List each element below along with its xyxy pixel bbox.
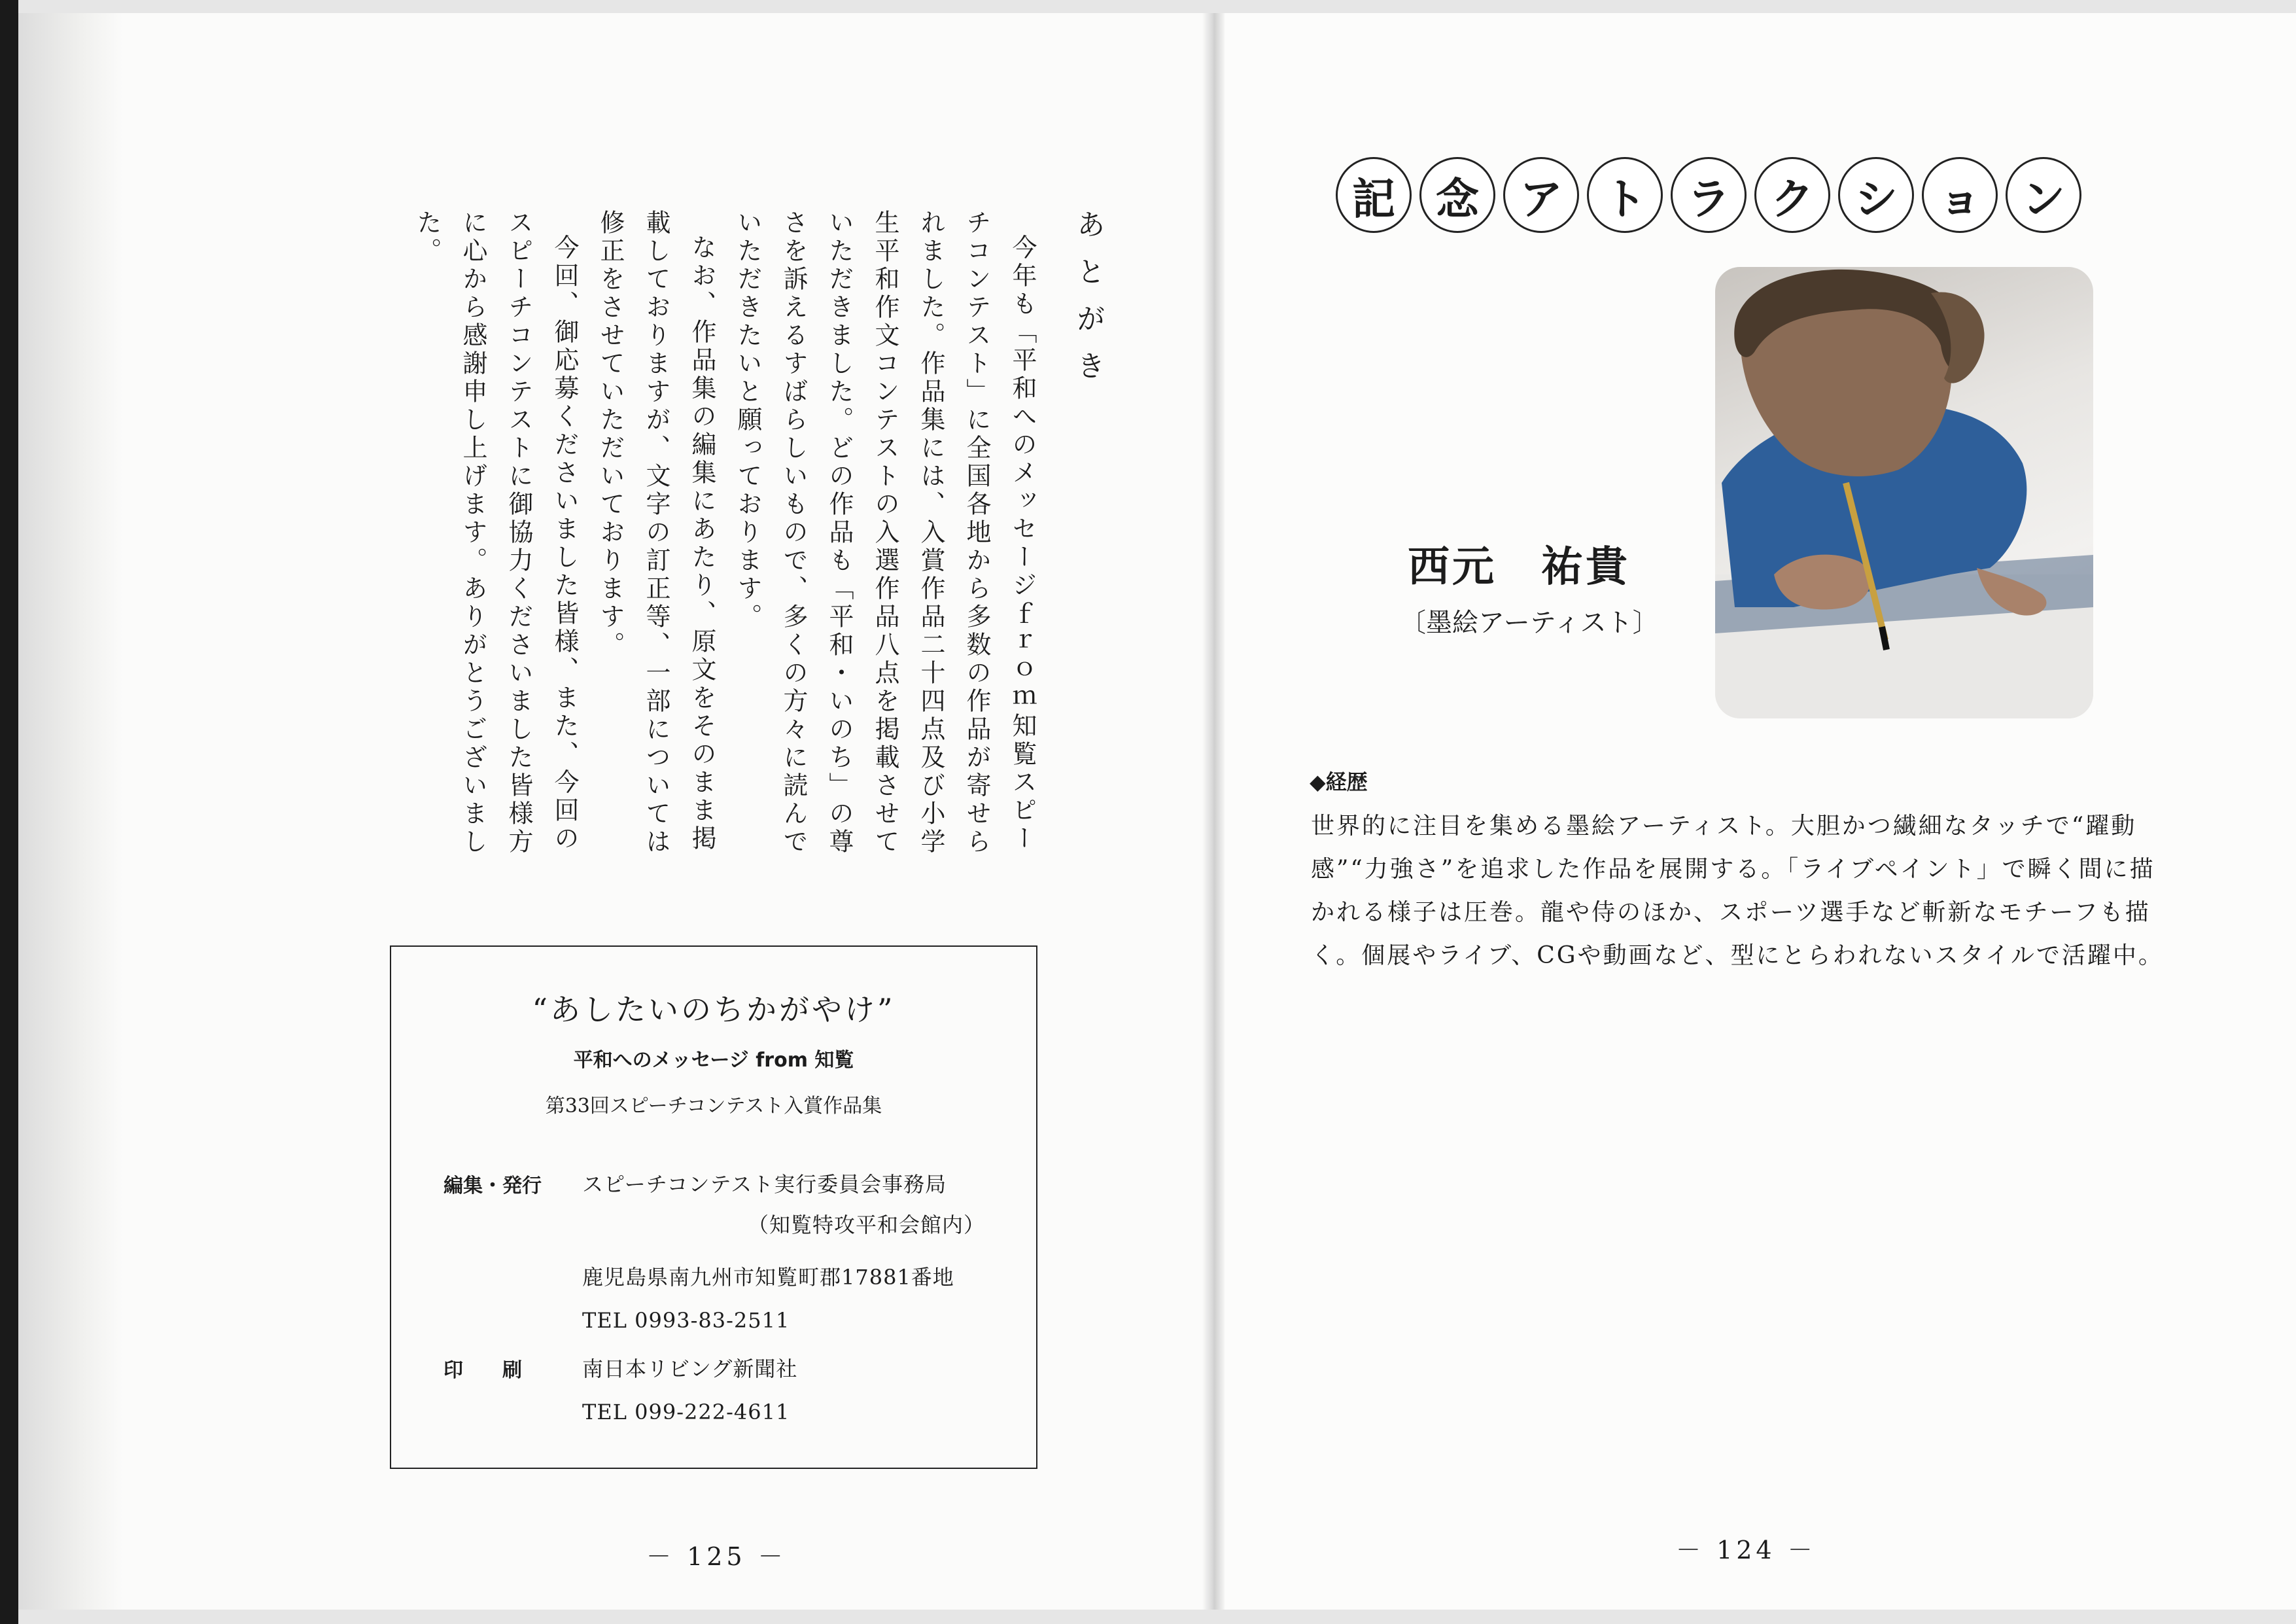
- afterword-text: [345, 209, 1111, 864]
- printer-value: 南日本リビング新聞社: [582, 1356, 798, 1381]
- left-page: [18, 13, 1202, 1610]
- afterword-paragraph-3: 今回、御応募くださいました皆様、また、今回のスピーチコンテストに御協力くださいました皆様方に心から感謝申し上げます。ありがとうございました。: [413, 209, 579, 856]
- artist-name: 西元 祐貴: [1408, 542, 1630, 591]
- headline-char: ア: [1503, 157, 1579, 233]
- headline-char: 記: [1336, 157, 1412, 233]
- editor-note: （知覧特攻平和会館内）: [748, 1212, 986, 1237]
- headline-char: ン: [2006, 157, 2081, 233]
- career-line: かれる様子は圧巻。龍や侍のほか、スポーツ選手など斬新なモチーフも描: [1311, 899, 2151, 926]
- colophon-box: [390, 945, 1037, 1469]
- right-page: [1225, 13, 2296, 1610]
- tel-2: TEL 099-222-4611: [582, 1400, 790, 1424]
- headline-char: ク: [1754, 157, 1830, 233]
- artist-photo-illustration: [1715, 267, 2093, 718]
- page-number-left: － 125 －: [646, 1542, 787, 1571]
- book-subtitle: 平和へのメッセージ from 知覧: [573, 1049, 854, 1072]
- headline-char: 念: [1419, 157, 1495, 233]
- career-line: 世界的に注目を集める墨絵アーティスト。大胆かつ繊細なタッチで“躍動: [1311, 813, 2137, 839]
- headline-char: ト: [1587, 157, 1663, 233]
- book-title: “あしたいのちかがやけ”: [532, 992, 896, 1027]
- career-line: く。個展やライブ、CGや動画など、型にとらわれないスタイルで活躍中。: [1311, 942, 2164, 969]
- afterword-heading: あとがき: [1071, 209, 1105, 398]
- page-number-right: － 124 －: [1676, 1536, 1817, 1564]
- headline-circles: [1336, 157, 2081, 233]
- tel-1: TEL 0993-83-2511: [582, 1308, 790, 1333]
- editor-value: スピーチコンテスト実行委員会事務局: [582, 1172, 947, 1197]
- afterword-paragraph-2: なお、作品集の編集にあたり、原文をそのまま掲載しておりますが、文字の訂正等、一部については修正をさせていただいております。: [596, 209, 716, 856]
- career-line: 感”“力強さ”を追求した作品を展開する。「ライブペイント」で瞬く間に描: [1311, 856, 2155, 883]
- artist-photo: [1715, 267, 2093, 718]
- page-shade: [18, 13, 123, 1610]
- editor-label: 編集・発行: [444, 1174, 542, 1197]
- afterword-paragraph-1: 今年も「平和へのメッセージｆｒｏｍ知覧スピーチコンテスト」に全国各地から多数の作品が寄せられました。作品集には、入賞作品二十四点及び小学生平和作文コンテストの入選作品八点を掲載させていただきました。どの作品も「平和・いのち」の尊さを訴えるすばらしいもので、多くの方々に読んでいただきたいと願っております。: [733, 209, 1037, 856]
- headline-char: シ: [1838, 157, 1914, 233]
- career-label: ◆経歴: [1310, 769, 1368, 794]
- headline-char: ョ: [1922, 157, 1998, 233]
- book-fold: [1202, 13, 1225, 1610]
- artist-role: 〔墨絵アーティスト〕: [1400, 608, 1659, 638]
- career-text: [1311, 805, 2181, 978]
- scan-edge: [0, 0, 18, 1624]
- address: 鹿児島県南九州市知覧町郡17881番地: [582, 1265, 954, 1290]
- book-edition: 第33回スピーチコンテスト入賞作品集: [545, 1095, 882, 1118]
- printer-label: 印 刷: [444, 1359, 522, 1382]
- headline-char: ラ: [1671, 157, 1747, 233]
